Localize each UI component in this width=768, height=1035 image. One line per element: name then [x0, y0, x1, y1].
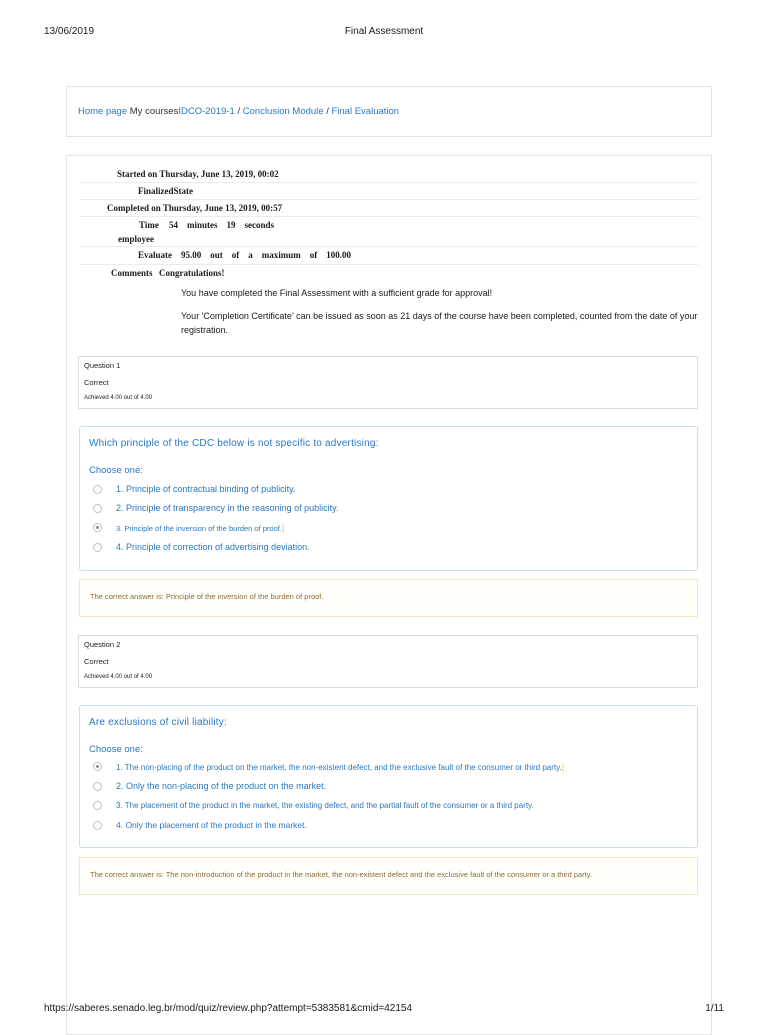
question-1-text: Which principle of the CDC below is not specific to advertising:: [89, 438, 379, 449]
answer-option-label: 1. The non-placing of the product on the market, the non-existent defect, and the exclusive fault of the consumer or third party.|: [116, 762, 565, 772]
breadcrumb-module-link[interactable]: Conclusion Module: [242, 106, 324, 117]
question-1-feedback: [79, 579, 698, 617]
radio-button[interactable]: [93, 504, 102, 513]
question-grade: Achieved 4.00 out of 4.00: [84, 395, 153, 401]
answer-option-label: 1. Principle of contractual binding of publicity.: [116, 484, 296, 494]
radio-button-checked[interactable]: [93, 523, 102, 532]
navigation-box: [66, 86, 712, 137]
time-label: Time: [139, 220, 159, 230]
radio-button[interactable]: [93, 543, 102, 552]
page-count: 1/11: [705, 1003, 724, 1014]
comments-label: Comments: [111, 268, 153, 278]
breadcrumb: [78, 106, 399, 117]
question-2-info: [78, 635, 698, 688]
radio-button[interactable]: [93, 485, 102, 494]
breadcrumb-separator: /: [234, 106, 243, 117]
correct-marker-icon: |: [561, 762, 565, 772]
answer-option-label: 4. Only the placement of the product in the market.: [116, 820, 307, 830]
question-state: Correct: [84, 657, 109, 666]
question-number: Question 2: [84, 640, 121, 649]
question-number: Question 1: [84, 361, 121, 370]
breadcrumb-page-link[interactable]: Final Evaluation: [331, 106, 400, 117]
question-1-formulation: [79, 426, 698, 571]
right-answer-text: The correct answer is: Principle of the inversion of the burden of proof.: [90, 592, 324, 601]
answer-option-label: 2. Principle of transparency in the reasoning of publicity.: [116, 503, 339, 513]
print-header: [0, 26, 768, 40]
page-url: https://saberes.senado.leg.br/mod/quiz/review.php?attempt=5383581&cmid=42154: [44, 1003, 413, 1014]
choose-one-prompt: Choose one:: [89, 744, 143, 755]
summary-row-state: [80, 183, 698, 200]
summary-row-time: [80, 217, 698, 247]
answer-option-label: 2. Only the non-placing of the product on the market.: [116, 781, 327, 791]
breadcrumb-my-courses[interactable]: My courses: [129, 106, 179, 117]
started-on-text: Started on Thursday, June 13, 2019, 00:02: [117, 169, 279, 179]
summary-row-evaluate: [80, 247, 698, 265]
state-text: FinalizedState: [138, 186, 193, 196]
correct-marker-icon: |: [281, 523, 285, 533]
radio-button-checked[interactable]: [93, 762, 102, 771]
employee-label: employee: [118, 234, 154, 244]
summary-row-started: [80, 166, 698, 183]
radio-button[interactable]: [93, 782, 102, 791]
completed-on-text: Completed on Thursday, June 13, 2019, 00:57: [107, 203, 283, 213]
summary-row-comments: [80, 265, 698, 281]
breadcrumb-separator: /: [323, 106, 332, 117]
right-answer-text: The correct answer is: The non-introduction of the product in the market, the non-existent defect and the exclusive fault of the consumer or a third party.: [90, 870, 593, 879]
choose-one-prompt: Choose one:: [89, 465, 143, 476]
answer-option-label: 3. The placement of the product in the market, the existing defect, and the partial fault of the consumer or a third party.: [116, 801, 534, 810]
answer-option-label: 3. Principle of the inversion of the burden of proof.|: [116, 523, 285, 533]
question-state: Correct: [84, 378, 109, 387]
print-date: 13/06/2019: [44, 26, 95, 37]
print-footer: [0, 1003, 768, 1017]
print-title: Final Assessment: [344, 26, 424, 37]
comment-approval-text: You have completed the Final Assessment with a sufficient grade for approval!: [181, 288, 493, 298]
comment-certificate-text: Your 'Completion Certificate' can be issued as soon as 21 days of the course have been completed, counted from the date of your registration.: [181, 311, 698, 335]
radio-button[interactable]: [93, 801, 102, 810]
breadcrumb-home-link[interactable]: Home page: [78, 106, 128, 117]
time-value: 54 minutes 19 seconds: [169, 220, 275, 230]
breadcrumb-course-link[interactable]: IDCO-2019-1: [178, 106, 235, 117]
comments-value: Congratulations!: [159, 268, 225, 278]
answer-option-label: 4. Principle of correction of advertising deviation.: [116, 542, 310, 552]
question-2-formulation: [79, 705, 698, 848]
question-2-feedback: [79, 857, 698, 895]
summary-row-completed: [80, 200, 698, 217]
question-2-text: Are exclusions of civil liability:: [89, 717, 227, 728]
radio-button[interactable]: [93, 821, 102, 830]
evaluate-value: 95.00 out of a maximum of 100.00: [181, 250, 351, 260]
attempt-summary-table: [80, 166, 698, 281]
question-grade: Achieved 4.00 out of 4.00: [84, 674, 153, 680]
question-1-info: [78, 356, 698, 409]
evaluate-label: Evaluate: [138, 250, 173, 260]
